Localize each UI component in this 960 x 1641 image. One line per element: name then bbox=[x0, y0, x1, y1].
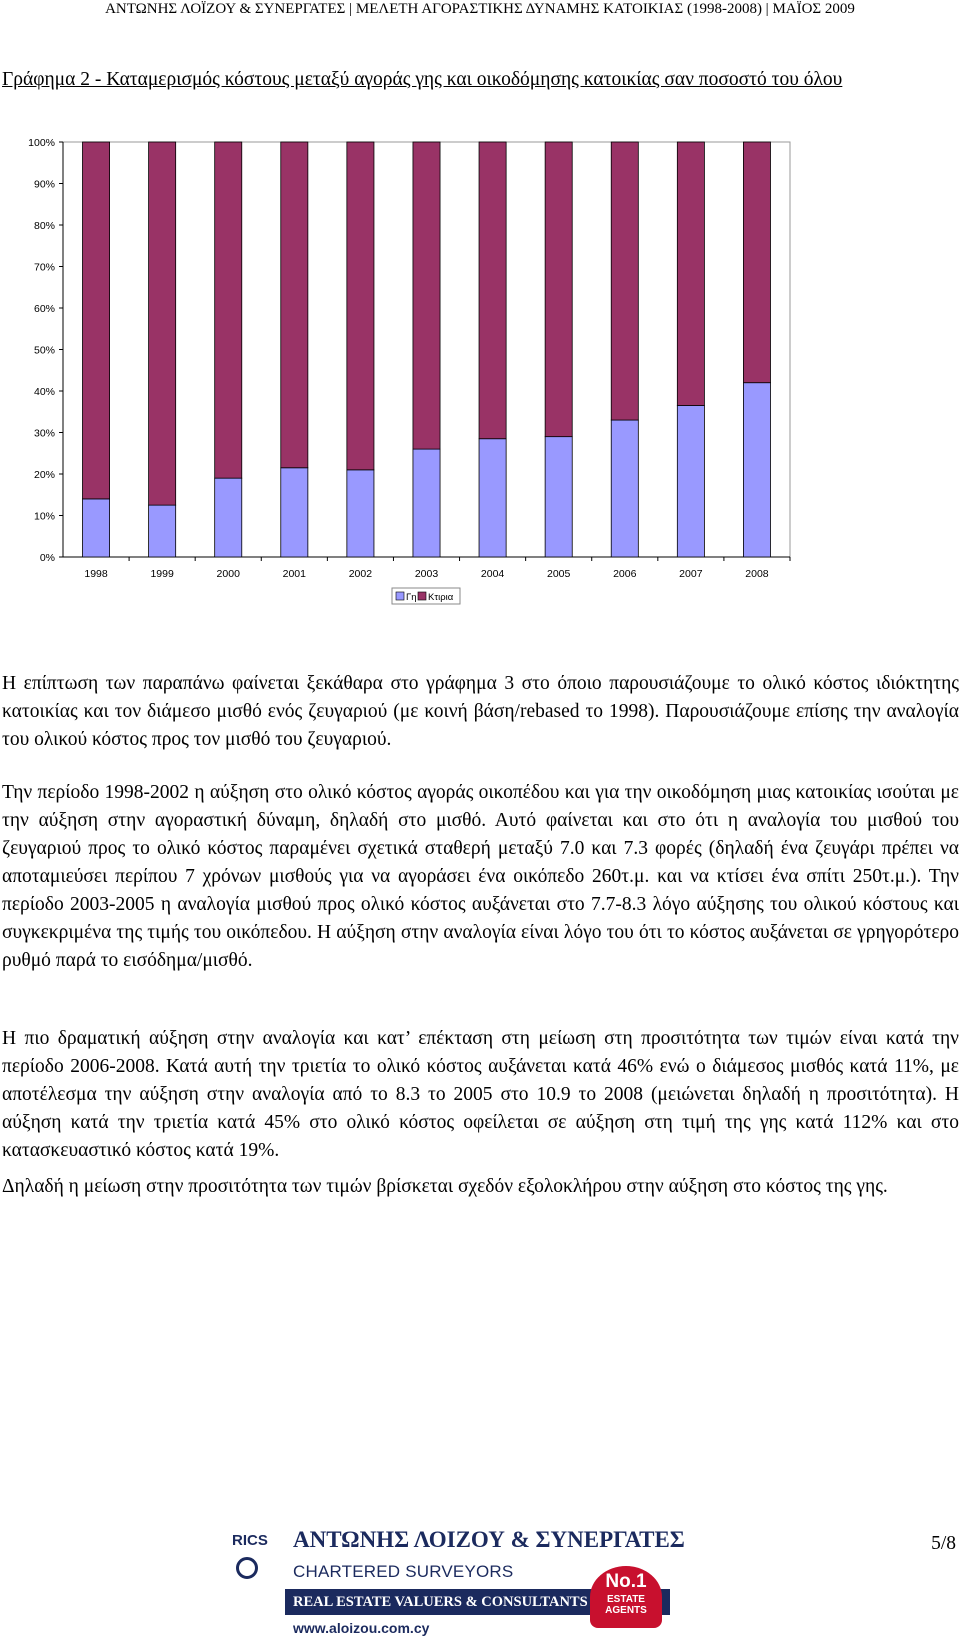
bar-land-2004 bbox=[479, 439, 506, 557]
bar-building-2008 bbox=[743, 142, 770, 383]
bar-land-2007 bbox=[677, 406, 704, 557]
x-tick-label: 2007 bbox=[679, 568, 703, 580]
x-tick-label: 2008 bbox=[745, 568, 769, 580]
company-logo bbox=[230, 1519, 690, 1637]
bar-building-2000 bbox=[215, 142, 242, 478]
x-tick-label: 2000 bbox=[216, 568, 240, 580]
y-tick-label: 20% bbox=[33, 469, 55, 481]
bar-building-2005 bbox=[545, 142, 572, 437]
legend-swatch-land bbox=[396, 592, 404, 600]
y-tick-label: 100% bbox=[28, 137, 55, 149]
bar-building-2006 bbox=[611, 142, 638, 420]
firm-services-band: REAL ESTATE VALUERS & CONSULTANTS bbox=[285, 1589, 670, 1615]
running-header: ΑΝΤΩΝΗΣ ΛΟΪΖΟΥ & ΣΥΝΕΡΓΑΤΕΣ | ΜΕΛΕΤΗ ΑΓΟΡΑΣΤΙΚΗΣ ΔΥΝΑΜΗΣ ΚΑΤΟΙΚΙΑΣ (1998-2008) | ΜΑΪΟΣ 2009 bbox=[105, 1, 855, 17]
x-tick-label: 1999 bbox=[150, 568, 174, 580]
figure-caption: Γράφημα 2 - Καταμερισμός κόστους μεταξύ αγοράς γης και οικοδόμησης κατοικίας σαν ποσοστό του όλου bbox=[2, 69, 843, 90]
bar-building-2001 bbox=[281, 142, 308, 468]
bar-building-2003 bbox=[413, 142, 440, 449]
bar-building-2007 bbox=[677, 142, 704, 406]
badge-line-2: AGENTS bbox=[605, 1605, 647, 1616]
rics-logo-text: RICS bbox=[232, 1532, 268, 1549]
bar-land-2008 bbox=[743, 383, 770, 557]
x-tick-label: 2002 bbox=[348, 568, 373, 580]
x-tick-labels bbox=[84, 557, 790, 580]
firm-subtitle: CHARTERED SURVEYORS bbox=[293, 1562, 514, 1581]
bar-land-2000 bbox=[215, 478, 242, 557]
x-tick-label: 2003 bbox=[414, 568, 439, 580]
x-tick-label: 2001 bbox=[282, 568, 306, 580]
y-tick-labels bbox=[28, 137, 63, 564]
legend-swatch-building bbox=[418, 592, 426, 600]
bar-building-1998 bbox=[82, 142, 109, 499]
no1-estate-agents-badge bbox=[590, 1566, 662, 1628]
bar-land-2001 bbox=[281, 468, 308, 557]
y-tick-label: 80% bbox=[33, 220, 55, 232]
bar-land-2005 bbox=[545, 437, 572, 557]
bar-land-2003 bbox=[413, 449, 440, 557]
legend-label-land: Γη bbox=[406, 592, 417, 603]
x-tick-label: 2006 bbox=[613, 568, 637, 580]
bar-building-2004 bbox=[479, 142, 506, 439]
x-tick-label: 2005 bbox=[547, 568, 571, 580]
badge-no1: No.1 bbox=[605, 1571, 647, 1592]
bar-land-2006 bbox=[611, 420, 638, 557]
y-tick-label: 0% bbox=[39, 552, 55, 564]
paragraph-1: Η επίπτωση των παραπάνω φαίνεται ξεκάθαρα στο γράφημα 3 στο όποιο παρουσιάζουμε το ολικό κόστος ιδιόκτητης κατοικίας και τον διάμεσο μισθό ενός ζευγαριού (με κοινή βάση/rebased το 1998). Παρουσιάζουμε επίσης την αναλογία του ολικού κόστος προς τον μισθό του ζευγαριού. bbox=[2, 673, 959, 750]
chart-legend bbox=[392, 588, 460, 604]
rics-emblem-icon bbox=[236, 1557, 258, 1579]
page-number: 5/8 bbox=[931, 1533, 956, 1554]
y-tick-label: 90% bbox=[33, 178, 55, 191]
bar-building-1999 bbox=[149, 142, 176, 505]
paragraph-4: Δηλαδή η μείωση στην προσιτότητα των τιμών βρίσκεται σχεδόν εξολοκλήρου στην αύξηση στο κόστος της γης. bbox=[2, 1176, 888, 1197]
bar-land-1999 bbox=[149, 505, 176, 557]
paragraph-3: Η πιο δραματική αύξηση στην αναλογία και κατ’ επέκταση στη μείωση στη προσιτότητα των τιμών είναι κατά την περίοδο 2006-2008. Κατά αυτή την τριετία το ολικό κόστος αυξάνεται κατά 46% ενώ ο διάμεσος μισθός κατά 11%, με αποτέλεσμα την αύξηση στην αναλογία από το 8.3 το 2005 στο 10.9 το 2008 (μειώνεται δηλαδή η προσιτότητα). Η αύξηση κατά την τριετία κατά 45% στο ολικό κόστος οφείλεται σε αύξηση στη τιμή της γης κατά 112% και στο κατασκευαστικό κόστος κατά 19%. bbox=[2, 1028, 959, 1161]
y-tick-label: 10% bbox=[33, 510, 55, 523]
y-tick-label: 30% bbox=[33, 427, 55, 440]
badge-line-1: ESTATE bbox=[607, 1594, 645, 1605]
bar-land-2002 bbox=[347, 470, 374, 557]
bar-land-1998 bbox=[82, 499, 109, 557]
x-tick-label: 1998 bbox=[84, 568, 108, 580]
firm-name: ΑΝΤΩΝΗΣ ΛΟΙΖΟΥ & ΣΥΝΕΡΓΑΤΕΣ bbox=[293, 1527, 685, 1552]
legend-label-building: Κτιρια bbox=[428, 592, 454, 603]
y-tick-label: 50% bbox=[33, 344, 55, 357]
bar-building-2002 bbox=[347, 142, 374, 470]
y-tick-label: 70% bbox=[33, 261, 55, 274]
paragraph-2: Την περίοδο 1998-2002 η αύξηση στο ολικό κόστος αγοράς οικοπέδου και για την οικοδόμηση μιας κατοικίας ισούται με την αύξηση στην αγοραστική δύναμη, δηλαδή στο μισθό. Αυτό φαίνεται και στο ότι η αναλογία του μισθού του ζευγαριού προς το ολικό κόστος παραμένει σχετικά σταθερή μεταξύ 7.0 και 7.3 φορές (δηλαδή ένα ζευγάρι πρέπει να αποταμιεύσει περίπου 7 χρόνων μισθούς για να αγοράσει ένα οικόπεδο 260τ.μ. και να κτίσει ένα σπίτι 250τ.μ.). Την περίοδο 2003-2005 η αναλογία μισθού προς ολικό κόστος αυξάνεται στο 7.7-8.3 λόγο αύξησης του ολικού κόστους και συγκεκριμένα της τιμής του οικόπεδου. Η αύξηση στην αναλογία είναι λόγο του ότι το κόστος αυξάνεται σε γρηγορότερο ρυθμό παρά το εισόδημα/μισθό. bbox=[2, 782, 959, 971]
y-tick-label: 40% bbox=[33, 386, 55, 398]
firm-url: www.aloizou.com.cy bbox=[293, 1620, 430, 1636]
x-tick-label: 2004 bbox=[480, 568, 505, 580]
stacked-bar-chart bbox=[0, 128, 960, 650]
y-tick-label: 60% bbox=[33, 303, 55, 315]
